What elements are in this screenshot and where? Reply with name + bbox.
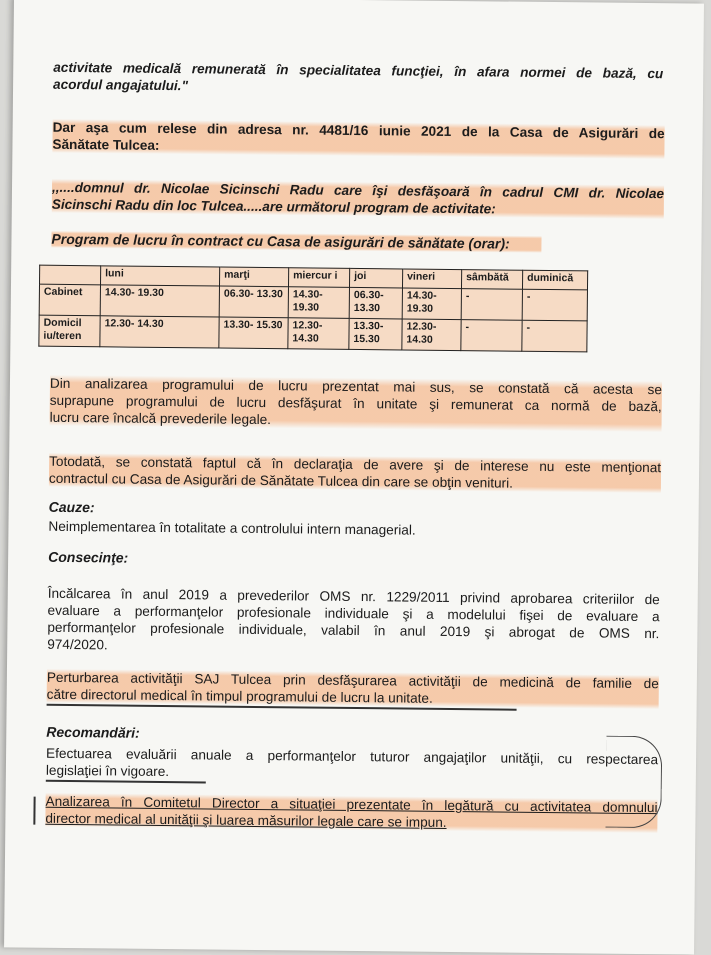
schedule-cell: 12.30- 14.30 xyxy=(288,318,349,350)
recommendation-1-line-2: legislaţiei în vigoare. xyxy=(45,762,170,780)
schedule-cell: - xyxy=(522,320,587,352)
declaration-paragraph xyxy=(49,453,661,493)
recommendation-1-underline xyxy=(46,780,206,783)
analysis-line-2: suprapune programului de lucru desfăşurat în unitate şi remunerat ca normă de bază, xyxy=(49,392,662,415)
schedule-cell: - xyxy=(461,320,522,352)
recommendation-2-line-1: Analizarea în Comitetul Director a situaţiei prezentate în legătură cu activitatea domnului xyxy=(45,793,658,816)
schedule-row-label: Cabinet xyxy=(39,284,100,316)
schedule-cell: 13.30- 15.30 xyxy=(349,318,402,350)
consequence-1 xyxy=(47,585,660,659)
recommendation-2-line-2: director medical al unităţii şi luarea măsurilor legale care se impun. xyxy=(45,810,447,830)
schedule-cell: 12.30- 14.30 xyxy=(100,316,219,348)
schedule-cell: - xyxy=(461,289,522,321)
analysis-line-3: lucru care încalcă prevederile legale. xyxy=(49,409,272,428)
schedule-header-luni: luni xyxy=(101,266,220,286)
left-margin-mark xyxy=(33,797,35,825)
analysis-line-1: Din analizarea programului de lucru prezentat mai sus, se constată că acesta se xyxy=(49,375,663,398)
quote-line-2: Sicinschi Radu din loc Tulcea.....are următorul program de activitate: xyxy=(51,196,496,217)
schedule-cell: 06.30- 13.30 xyxy=(219,286,288,318)
declaration-line-1: Totodată, se constată faptul că în declaraţia de avere şi de interese nu este menţionat xyxy=(49,453,662,476)
intro-line-1: activitate medicală remunerată în specialitatea funcţiei, în afara normei de bază, cu xyxy=(53,59,664,82)
schedule-cell: 06.30- 13.30 xyxy=(349,287,402,319)
consequence-1-line-1: Încălcarea în anul 2019 a prevederilor OMS nr. 1229/2011 privind aprobarea criteriilor de xyxy=(47,585,660,608)
document-page xyxy=(4,0,704,955)
address-paragraph xyxy=(52,119,664,159)
schedule-header-joi: joi xyxy=(349,268,402,288)
schedule-header-duminica: duminică xyxy=(522,270,587,290)
causes-heading: Cauze: xyxy=(48,498,95,516)
schedule-cell: 14.30- 19.30 xyxy=(288,287,349,319)
schedule-cell: - xyxy=(522,289,587,321)
schedule-cell: 14.30- 19.30 xyxy=(100,285,219,317)
handwritten-bracket xyxy=(605,736,662,829)
consequence-2-line-1: Perturbarea activităţii SAJ Tulcea prin desfăşurarea activităţii de medicină de familie de xyxy=(46,669,659,692)
recommendation-1-line-1: Efectuarea evaluării anuale a performanţelor tuturor angajaţilor unităţii, cu respectarea xyxy=(46,745,659,768)
schedule-cell: 12.30- 14.30 xyxy=(402,319,461,351)
schedule-table xyxy=(38,265,588,353)
schedule-header-vineri: vineri xyxy=(402,269,461,289)
causes-text: Neimplementarea în totalitate a controlului intern managerial. xyxy=(48,518,416,538)
recommendation-1 xyxy=(46,745,658,785)
address-line-1: Dar aşa cum relese din adresa nr. 4481/16 iunie 2021 de la Casa de Asigurări de xyxy=(52,119,665,142)
consequence-2 xyxy=(47,669,659,709)
schedule-cell: 13.30- 15.30 xyxy=(219,317,288,349)
schedule-row-domiciliu xyxy=(39,315,587,352)
intro-line-2: acordul angajatului." xyxy=(53,76,189,94)
address-line-2: Sănătate Tulcea: xyxy=(52,136,160,153)
analysis-paragraph xyxy=(50,375,663,432)
schedule-row-label: Domicil iu/teren xyxy=(39,315,100,347)
recommendations-heading: Recomandări: xyxy=(46,723,140,741)
declaration-line-2: contractul cu Casa de Asigurări de Sănătate Tulcea din care se obţin venituri. xyxy=(48,470,513,491)
consequences-heading: Consecinţe: xyxy=(48,548,129,566)
intro-paragraph xyxy=(53,59,663,99)
schedule-header-miercuri: miercur i xyxy=(288,268,349,288)
schedule-cell: 14.30- 19.30 xyxy=(402,288,461,320)
recommendation-2 xyxy=(45,793,657,833)
program-title: Program de lucru în contract cu Casa de asigurări de sănătate (orar): xyxy=(51,231,541,253)
quote-line-1: ,,....domnul dr. Nicolae Sicinschi Radu care îşi desfăşoară în cadrul CMI dr. Nicolae xyxy=(51,179,665,202)
consequence-1-line-3: performanţelor profesionale individuale, valabil în anul 2019 şi abrogat de OMS nr. xyxy=(47,619,660,642)
consequence-1-line-4: 974/2020. xyxy=(47,636,108,653)
schedule-header-sambata: sâmbătă xyxy=(461,270,522,290)
schedule-header-empty xyxy=(40,265,101,285)
consequence-2-line-2: către directorul medical în timpul programului de lucru la unitate. xyxy=(46,686,433,706)
schedule-header-marti: marţi xyxy=(219,267,288,287)
quote-paragraph xyxy=(52,179,664,219)
consequence-1-line-2: evaluare a performanţelor profesionale individuale şi a modelului fişei de evaluare a xyxy=(47,602,660,625)
